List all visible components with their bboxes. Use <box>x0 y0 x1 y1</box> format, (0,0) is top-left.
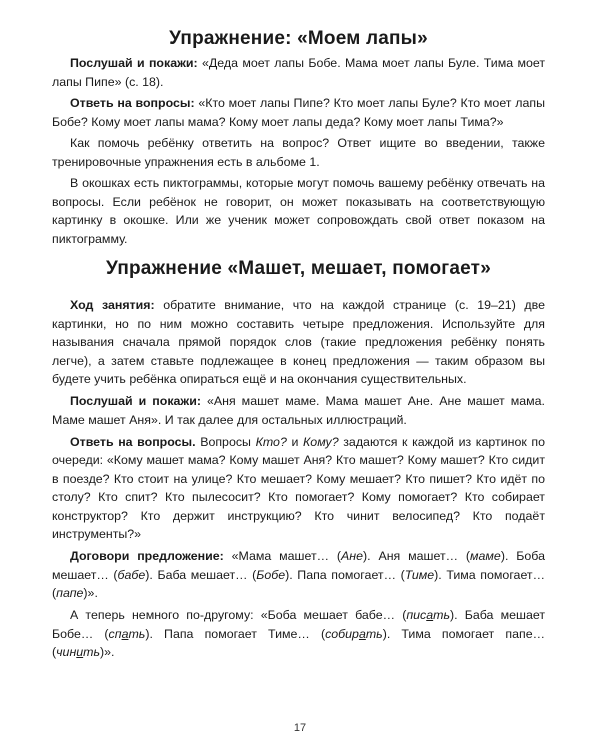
exercise1-title: Упражнение: «Моем лапы» <box>169 28 428 49</box>
exercise1-paragraph-2: Ответь на вопросы: «Кто моет лапы Пипе? Кто моет лапы Буле? Кто моет лапы Бобе? Кому моет лапы мама? Кому моет лапы деда? Кому моет лапы Тима?» <box>52 96 545 129</box>
exercise2-p3-label: Ответь на вопросы. <box>70 434 196 449</box>
exercise1-paragraph-1: Послушай и покажи: «Деда моет лапы Бобе. Мама моет лапы Буле. Тима моет лапы Пипе» (с. 18). <box>52 56 546 89</box>
stress-mark: а <box>426 608 434 622</box>
exercise2-p4-label: Договори предложение: <box>70 549 224 563</box>
stress-mark: а <box>121 626 129 641</box>
exercise1-p1-label: Послушай и покажи: <box>70 56 198 70</box>
exercise2-paragraph-1: Ход занятия: обратите внимание, что на каждой странице (с. 19–21) две картинки, но по ним можно составить четыре предложения. Используйте для называния сначала прямой порядок слов (такие предложения ребёнку понять легче), а затем ставьте подлежащее в конец предложения — таким образом вы будете учить ребёнка опираться ещё и на окончания существительных. <box>52 298 545 386</box>
exercise1-body <box>52 54 545 248</box>
exercise2-p1-label: Ход занятия: <box>70 298 155 312</box>
exercise1-p2-label: Ответь на вопросы: <box>70 96 195 110</box>
stress-mark: а <box>358 626 366 641</box>
exercise2-title: Упражнение «Машет, мешает, помогает» <box>106 258 491 279</box>
exercise2-p2-label: Послушай и покажи: <box>70 394 201 408</box>
exercise2-body <box>52 296 545 662</box>
exercise2-paragraph-4: Договори предложение: «Мама машет… (Ане). Аня машет… (маме). Боба мешает… (бабе). Баба мешает… (Бобе). Папа помогает… (Тиме). Тима помогает… (папе)». <box>52 549 545 600</box>
exercise1-paragraph-3: Как помочь ребёнку ответить на вопрос? Ответ ищите во введении, также тренировочные упражнения есть в альбоме 1. <box>52 136 545 169</box>
exercise1-paragraph-4: В окошках есть пиктограммы, которые могут помочь вашему ребёнку отвечать на вопросы. Если ребёнок не говорит, он может показывать на соответствующую картинку в окошке. Или же ученик может сопровождать свой ответ показом на пиктограмму. <box>52 176 545 246</box>
exercise2-paragraph-5: А теперь немного по-другому: «Боба мешает бабе… (писать). Баба мешает Бобе… (спать). Папа помогает Тиме… (собирать). Тима помогает папе… (чинить)». <box>52 608 546 659</box>
exercise2-paragraph-3: Ответь на вопросы. Вопросы Кто? и Кому? задаются к каждой из картинок по очереди: «Кому машет мама? Кому машет Аня? Кто машет? Кому машет? Кто сидит в поезде? Кто стоит на улице? Кто мешает? Кому мешает? Кто пишет? Кто идёт по столу? Кто спит? Кто пылесосит? Кто помогает? Кому помогает? Кто собирает конструктор? Кто держит инструкцию? Кто чинит велосипед? Кто подаёт инструменты?» <box>52 434 545 541</box>
exercise2-paragraph-2: Послушай и покажи: «Аня машет маме. Мама машет Ане. Ане машет мама. Маме машет Аня». И так далее для остальных иллюстраций. <box>52 394 545 427</box>
page-number: 17 <box>293 722 307 734</box>
stress-mark: и <box>76 645 84 659</box>
